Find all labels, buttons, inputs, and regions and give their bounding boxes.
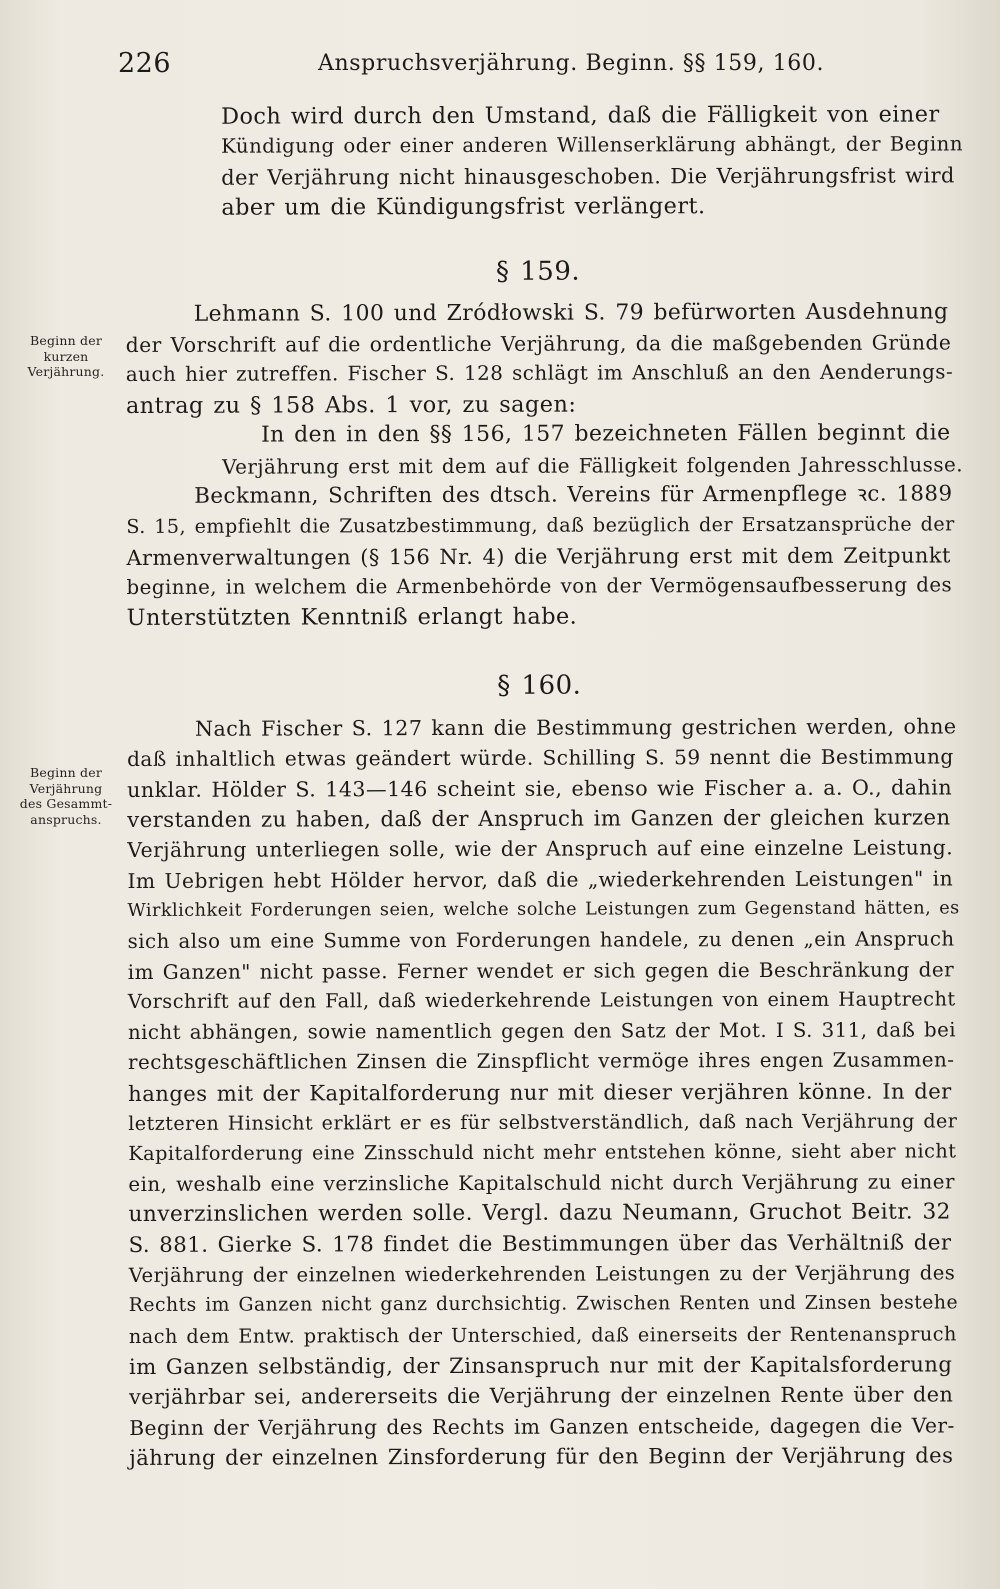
- margin-note-line: des Gesammt-: [19, 796, 113, 811]
- text-line: Kündigung oder einer anderen Willenserklärung abhängt, der Beginn: [221, 132, 964, 159]
- text-line: S. 881. Gierke S. 178 findet die Bestimmungen über das Verhältniß der: [128, 1229, 952, 1258]
- margin-note-line: Verjährung: [29, 780, 103, 796]
- text-line: letzteren Hinsicht erklärt er es für selbstverständlich, daß nach Verjährung der: [128, 1109, 958, 1135]
- text-line: ein, weshalb eine verzinsliche Kapitalschuld nicht durch Verjährung zu einer: [128, 1170, 955, 1196]
- text-line: Wirklichkeit Forderungen seien, welche solche Leistungen zum Gegenstand hätten, es: [127, 898, 960, 922]
- text-line: auch hier zutreffen. Fischer S. 128 schlägt im Anschluß an den Aenderungs-: [125, 360, 954, 387]
- text-line: der Vorschrift auf die ordentliche Verjährung, da die maßgebenden Gründe: [125, 330, 952, 357]
- text-line: jährung der einzelnen Zinsforderung für den Beginn der Verjährung des: [129, 1442, 954, 1471]
- page-number: 226: [118, 48, 172, 79]
- page-header: [118, 48, 825, 84]
- text-line: Verjährung der einzelnen wiederkehrenden Leistungen zu der Verjährung des: [128, 1261, 956, 1287]
- spacer: [125, 221, 950, 246]
- text-line: im Ganzen" nicht passe. Ferner wendet er sich gegen die Beschränkung der: [127, 957, 955, 984]
- text-line: Nach Fischer S. 127 kann die Bestimmung gestrichen werden, ohne: [194, 714, 957, 741]
- text-line: aber um die Kündigungsfrist verlängert.: [221, 193, 706, 221]
- margin-note-line: Beginn der: [29, 333, 103, 348]
- section-159-text: [125, 297, 964, 634]
- text-line: Im Uebrigen hebt Hölder hervor, daß die „wiederkehrenden Leistungen" in: [127, 866, 954, 893]
- section-159-heading: § 159.: [495, 256, 581, 287]
- text-line: Rechts im Ganzen nicht ganz durchsichtig. Zwischen Renten und Zinsen bestehe: [128, 1292, 959, 1317]
- text-line: rechtsgeschäftlichen Zinsen die Zinspflicht vermöge ihres engen Zusammen-: [127, 1048, 955, 1075]
- text-line: unklar. Hölder S. 143—146 scheint sie, ebenso wie Fischer a. a. O., dahin: [127, 775, 953, 802]
- margin-note-beginn-kurzen-verjaehrung: [14, 333, 118, 380]
- text-line: Kapitalforderung eine Zinsschuld nicht mehr entstehen könne, sieht aber nicht: [128, 1139, 957, 1166]
- spacer: [127, 631, 952, 660]
- text-line: Vorschrift auf den Fall, daß wiederkehrende Leistungen von einem Hauptrecht: [127, 987, 956, 1014]
- margin-note-line: Beginn der: [29, 765, 103, 780]
- text-line: daß inhaltlich etwas geändert würde. Schilling S. 59 nennt die Bestimmung: [127, 744, 954, 772]
- quoted-proposal-line: Verjährung erst mit dem auf die Fälligkeit folgenden Jahresschlusse.: [222, 451, 964, 479]
- text-line: Beckmann, Schriften des dtsch. Vereins für Armenpflege ꝛc. 1889: [194, 481, 953, 509]
- text-line: sich also um eine Summe von Forderungen handele, zu denen „ein Anspruch: [127, 926, 955, 953]
- intro-paragraph: [125, 99, 964, 223]
- text-line: Unterstützten Kenntniß erlangt habe.: [126, 604, 578, 632]
- text-line: verjährbar sei, andererseits die Verjährung der einzelnen Rente über den: [129, 1382, 954, 1410]
- running-head: Anspruchsverjährung. Beginn. §§ 159, 160.: [318, 51, 825, 76]
- text-line: nicht abhängen, sowie namentlich gegen den Satz der Mot. I S. 311, daß bei: [127, 1018, 957, 1044]
- text-line: nach dem Entw. praktisch der Unterschied, daß einerseits der Rentenanspruch: [128, 1322, 957, 1348]
- text-line: der Verjährung nicht hinausgeschoben. Die Verjährungsfrist wird: [221, 163, 955, 190]
- section-160-heading: § 160.: [497, 670, 582, 701]
- quoted-proposal-line: In den in den §§ 156, 157 bezeichneten Fällen beginnt die: [261, 420, 951, 448]
- page-body: [125, 99, 964, 1473]
- margin-note-beginn-gesammtanspruch: [14, 765, 118, 827]
- text-line: Verjährung unterliegen solle, wie der Anspruch auf eine einzelne Leistung.: [127, 835, 954, 863]
- margin-note-line: Verjährung.: [27, 364, 105, 379]
- section-160-text: [127, 711, 960, 1473]
- text-line: Armenverwaltungen (§ 156 Nr. 4) die Verjährung erst mit dem Zeitpunkt: [126, 543, 951, 570]
- text-line: antrag zu § 158 Abs. 1 vor, zu sagen:: [125, 391, 577, 419]
- text-line: S. 15, empfiehlt die Zusatzbestimmung, daß bezüglich der Ersatzansprüche der: [126, 512, 955, 539]
- text-line: unverzinslichen werden solle. Vergl. dazu Neumann, Gruchot Beitr. 32: [128, 1199, 951, 1228]
- text-line: im Ganzen selbständig, der Zinsanspruch nur mit der Kapitalsforderung: [128, 1351, 953, 1380]
- text-line: hanges mit der Kapitalforderung nur mit dieser verjähren könne. In der: [128, 1077, 952, 1106]
- text-line: verstanden zu haben, daß der Anspruch im Ganzen der gleichen kurzen: [127, 804, 951, 833]
- text-line: Beginn der Verjährung des Rechts im Ganzen entscheide, dagegen die Ver-: [129, 1413, 955, 1440]
- margin-note-line: anspruchs.: [30, 811, 102, 827]
- text-line: beginne, in welchem die Armenbehörde von der Vermögensaufbesserung des: [126, 573, 953, 600]
- text-line: Lehmann S. 100 und Zródłowski S. 79 befürworten Ausdehnung: [193, 298, 949, 327]
- text-line: Doch wird durch den Umstand, daß die Fälligkeit von einer: [221, 101, 940, 130]
- margin-note-line: kurzen: [43, 348, 89, 364]
